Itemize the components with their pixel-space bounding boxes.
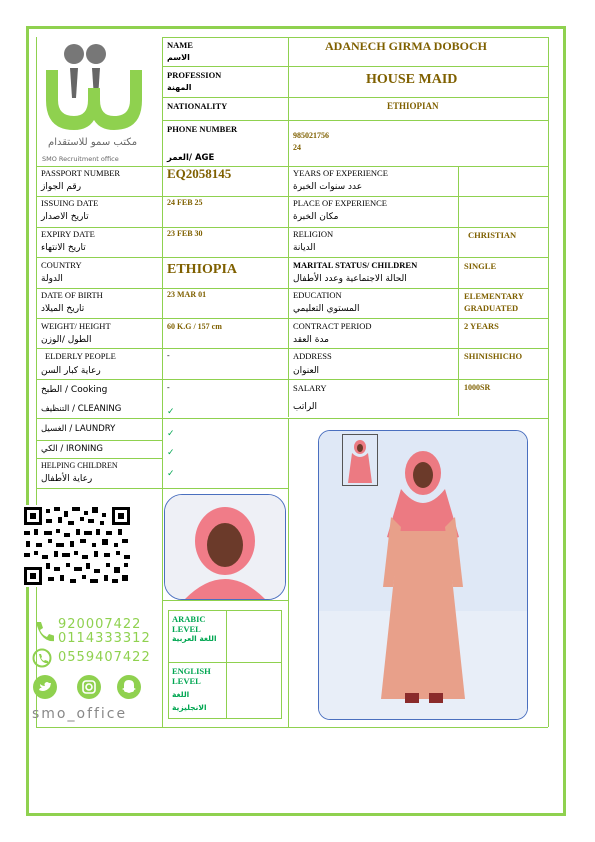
cooking-label: الطبخ / Cooking <box>41 385 108 395</box>
education-label-ar: المستوي التعليمي <box>293 304 360 314</box>
address-label: ADDRESS <box>293 351 332 361</box>
contract-value: 2 YEARS <box>464 321 499 331</box>
marital-value: SINGLE <box>464 261 497 271</box>
salary-label-ar: الراتب <box>293 402 318 412</box>
marital-label-ar: الحالة الاجتماعية وعدد الأطفال <box>293 274 407 284</box>
contact-whatsapp: 0559407422 <box>58 650 151 665</box>
english-level-label-ar: اللغة الانجليزية <box>172 690 207 712</box>
name-label-ar: الاسم <box>167 53 190 62</box>
instagram-icon <box>76 674 102 700</box>
arabic-level-label-ar: اللغة العربية <box>172 634 217 643</box>
laundry-label: الغسيل / LAUNDRY <box>41 424 116 434</box>
dob-label: DATE OF BIRTH <box>41 290 103 300</box>
marital-label: MARITAL STATUS/ CHILDREN <box>293 260 418 270</box>
issuing-label-ar: تاريخ الاصدار <box>41 212 89 222</box>
dob-value: 23 MAR 01 <box>167 290 207 299</box>
dob-label-ar: تاريخ الميلاد <box>41 304 85 314</box>
contract-label: CONTRACT PERIOD <box>293 321 372 331</box>
expiry-value: 23 FEB 30 <box>167 229 203 238</box>
phone-value: 985021756 <box>293 131 329 140</box>
helping-label: HELPING CHILDREN <box>41 461 118 470</box>
profession-value: HOUSE MAID <box>366 72 458 87</box>
contact-phone-1: 920007422 <box>58 617 142 632</box>
name-value: ADANECH GIRMA DOBOCH <box>325 39 488 53</box>
elderly-label-ar: رعاية كبار السن <box>41 366 101 376</box>
passport-value: EQ2058145 <box>167 166 232 181</box>
cleaning-label: التنظيف / CLEANING <box>41 404 122 414</box>
phone-icon <box>32 620 54 642</box>
ironing-check-icon: ✓ <box>167 447 175 457</box>
portrait-photo <box>164 494 286 600</box>
cleaning-check-icon: ✓ <box>167 406 175 416</box>
years-exp-label-ar: عدد سنوات الخبرة <box>293 182 363 192</box>
salary-value: 1000SR <box>464 383 491 392</box>
expiry-label-ar: تاريخ الانتهاء <box>41 243 86 253</box>
logo-arabic-name: مكتب سمو للاستقدام <box>48 137 138 148</box>
snapchat-icon <box>116 674 142 700</box>
country-label-ar: الدولة <box>41 274 63 284</box>
contact-phone-2: 0114333312 <box>58 631 151 646</box>
qr-code-icon <box>22 505 132 587</box>
issuing-label: ISSUING DATE <box>41 198 99 208</box>
education-label: EDUCATION <box>293 290 342 300</box>
contact-handle: smo_office <box>32 706 128 722</box>
salary-label: SALARY <box>293 383 327 393</box>
logo <box>38 40 158 168</box>
years-exp-label: YEARS OF EXPERIENCE <box>293 168 388 178</box>
cooking-value: - <box>167 383 170 392</box>
logo-english-name: SMO Recruitment office <box>42 155 119 163</box>
profession-label: PROFESSION <box>167 70 222 80</box>
religion-value: CHRISTIAN <box>468 230 517 240</box>
twitter-icon <box>32 674 58 700</box>
address-value: SHINISHICHO <box>464 351 523 361</box>
weight-label: WEIGHT/ HEIGHT <box>41 321 111 331</box>
english-level-label: ENGLISH LEVEL <box>172 666 211 686</box>
nationality-value: ETHIOPIAN <box>387 101 439 111</box>
name-label: NAME <box>167 40 193 50</box>
address-label-ar: العنوان <box>293 366 320 376</box>
nationality-label: NATIONALITY <box>167 101 228 111</box>
contract-label-ar: مدة العقد <box>293 335 329 345</box>
age-value: 24 <box>293 143 301 152</box>
weight-value: 60 K.G / 157 cm <box>167 322 222 331</box>
helping-check-icon: ✓ <box>167 468 175 478</box>
profession-label-ar: المهنة <box>167 83 192 92</box>
expiry-label: EXPIRY DATE <box>41 229 95 239</box>
laundry-check-icon: ✓ <box>167 428 175 438</box>
age-label: العمر/ AGE <box>167 153 215 163</box>
place-exp-label-ar: مكان الخبرة <box>293 212 339 222</box>
country-label: COUNTRY <box>41 260 82 270</box>
country-value: ETHIOPIA <box>167 262 238 277</box>
education-value: ELEMENTARY GRADUATED <box>464 291 524 313</box>
elderly-value: - <box>167 351 170 360</box>
place-exp-label: PLACE OF EXPERIENCE <box>293 198 387 208</box>
phone-label: PHONE NUMBER <box>167 124 238 134</box>
ironing-label: الكي / IRONING <box>41 444 103 454</box>
religion-label-ar: الديانة <box>293 243 316 253</box>
issuing-value: 24 FEB 25 <box>167 198 203 207</box>
arabic-level-label: ARABIC LEVEL <box>172 614 206 634</box>
logo-mark-icon <box>38 40 158 140</box>
thumbnail-photo <box>342 434 378 486</box>
helping-label-ar: رعاية الأطفال <box>41 474 93 484</box>
passport-label: PASSPORT NUMBER <box>41 168 121 178</box>
religion-label: RELIGION <box>293 229 334 239</box>
weight-label-ar: الطول /الوزن <box>41 335 92 345</box>
passport-label-ar: رقم الجواز <box>41 182 82 192</box>
elderly-label: ELDERLY PEOPLE <box>45 351 116 361</box>
whatsapp-icon <box>32 648 52 668</box>
